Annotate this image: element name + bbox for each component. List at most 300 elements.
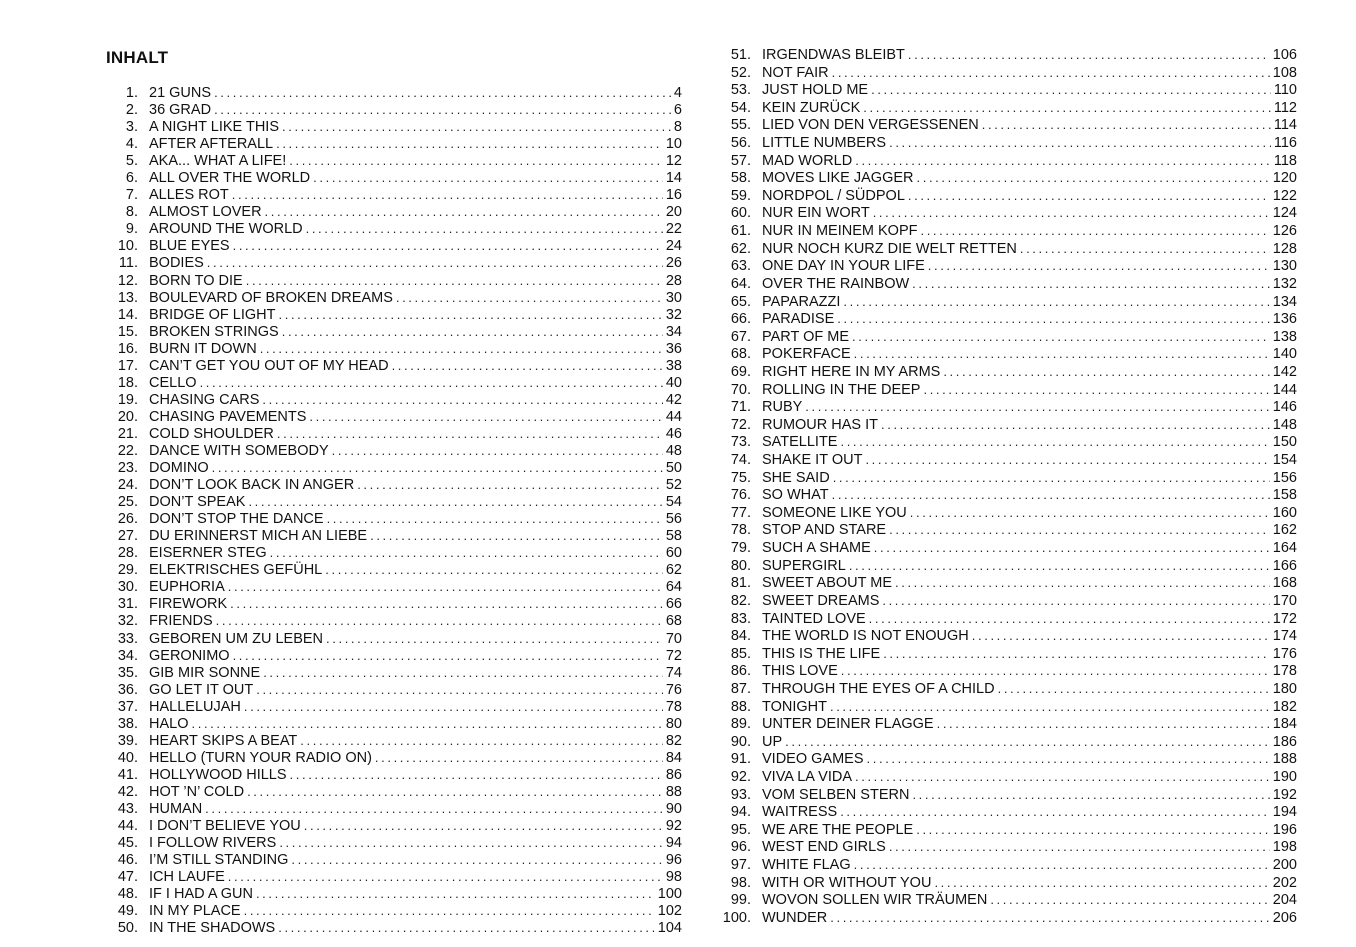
entry-number: 26.: [117, 511, 138, 528]
dot-leader: [874, 539, 1270, 557]
entry-number: 82.: [730, 592, 751, 609]
dot-leader: [916, 821, 1270, 839]
toc-entry: [712, 803, 1297, 821]
dot-leader: [304, 817, 663, 834]
toc-entry: [712, 574, 1297, 592]
entry-page-number: 174: [1272, 628, 1297, 645]
entry-number: 49.: [117, 903, 138, 920]
entry-number: 27.: [117, 528, 138, 545]
entry-title: AKA... WHAT A LIFE!: [149, 153, 287, 170]
entry-number: 43.: [117, 800, 138, 817]
entry-number: 87.: [730, 680, 751, 697]
entry-title: WEST END GIRLS: [762, 839, 886, 856]
entry-page-number: 30: [665, 289, 682, 306]
toc-entry: [712, 433, 1297, 451]
entry-number: 79.: [730, 540, 751, 557]
toc-entry: [106, 374, 682, 391]
dot-leader: [1020, 240, 1270, 258]
entry-title: CHASING PAVEMENTS: [149, 408, 307, 425]
entry-number: 90.: [730, 733, 751, 750]
entry-number: 92.: [730, 768, 751, 785]
entry-number: 28.: [117, 545, 138, 562]
entry-page-number: 12: [665, 153, 682, 170]
toc-entry: [712, 363, 1297, 381]
entry-title: VIVA LA VIDA: [762, 768, 853, 785]
entry-page-number: 102: [657, 903, 682, 920]
toc-column-right: [712, 46, 1297, 926]
entry-number: 77.: [730, 504, 751, 521]
entry-number: 100.: [722, 909, 751, 926]
dot-leader: [943, 363, 1269, 381]
dot-leader: [998, 680, 1270, 698]
toc-entry: [712, 715, 1297, 733]
entry-page-number: 78: [665, 698, 682, 715]
entry-number: 10.: [117, 238, 138, 255]
dot-leader: [837, 310, 1270, 328]
entry-number: 88.: [730, 698, 751, 715]
toc-entry: [712, 116, 1297, 134]
entry-number: 80.: [730, 557, 751, 574]
dot-leader: [908, 187, 1270, 205]
entry-number: 57.: [730, 152, 751, 169]
entry-page-number: 38: [665, 357, 682, 374]
dot-leader: [854, 345, 1270, 363]
entry-number: 55.: [730, 117, 751, 134]
entry-title: HALLELUJAH: [149, 698, 241, 715]
entry-page-number: 206: [1272, 909, 1297, 926]
dot-leader: [289, 152, 663, 169]
toc-entry: [712, 81, 1297, 99]
dot-leader: [855, 768, 1270, 786]
toc-entry: [712, 821, 1297, 839]
entry-number: 32.: [117, 613, 138, 630]
entry-page-number: 84: [665, 749, 682, 766]
dot-leader: [855, 152, 1271, 170]
entry-page-number: 56: [665, 511, 682, 528]
entry-title: OVER THE RAINBOW: [762, 275, 910, 292]
entry-number: 38.: [117, 715, 138, 732]
toc-entry: [106, 101, 682, 118]
dot-leader: [290, 766, 663, 783]
entry-number: 19.: [117, 391, 138, 408]
toc-entry: [106, 800, 682, 817]
entry-number: 29.: [117, 562, 138, 579]
entry-number: 93.: [730, 786, 751, 803]
entry-page-number: 176: [1272, 645, 1297, 662]
entry-title: WAITRESS: [762, 804, 838, 821]
dot-leader: [375, 749, 663, 766]
dot-leader: [291, 851, 662, 868]
entry-number: 20.: [117, 408, 138, 425]
entry-page-number: 6: [673, 102, 682, 119]
entry-page-number: 98: [665, 869, 682, 886]
entry-page-number: 86: [665, 766, 682, 783]
entry-number: 95.: [730, 821, 751, 838]
entry-number: 37.: [117, 698, 138, 715]
toc-entry: [106, 408, 682, 425]
entry-title: GEBOREN UM ZU LEBEN: [149, 630, 324, 647]
entry-number: 35.: [117, 664, 138, 681]
dot-leader: [882, 592, 1269, 610]
toc-entry: [106, 169, 682, 186]
toc-entry: [106, 118, 682, 135]
toc-entry: [712, 627, 1297, 645]
toc-entry: [712, 257, 1297, 275]
entry-page-number: 92: [665, 818, 682, 835]
dot-leader: [200, 374, 663, 391]
entry-title: MAD WORLD: [762, 152, 853, 169]
entry-number: 96.: [730, 839, 751, 856]
entry-number: 4.: [125, 136, 138, 153]
entry-number: 25.: [117, 494, 138, 511]
entry-page-number: 90: [665, 800, 682, 817]
entry-title: HUMAN: [149, 800, 203, 817]
entry-title: WUNDER: [762, 909, 828, 926]
toc-entry: [106, 340, 682, 357]
entry-title: FIREWORK: [149, 596, 228, 613]
toc-entry: [712, 557, 1297, 575]
entry-number: 62.: [730, 240, 751, 257]
dot-leader: [256, 885, 655, 902]
entry-number: 3.: [125, 119, 138, 136]
entry-title: EISERNER STEG: [149, 545, 267, 562]
toc-entry: [712, 645, 1297, 663]
entry-number: 47.: [117, 869, 138, 886]
entry-title: I FOLLOW RIVERS: [149, 835, 277, 852]
toc-entry: [106, 766, 682, 783]
dot-leader: [282, 323, 663, 340]
entry-number: 5.: [125, 153, 138, 170]
entry-number: 11.: [118, 255, 138, 272]
entry-number: 17.: [117, 357, 138, 374]
dot-leader: [928, 257, 1270, 275]
entry-page-number: 96: [665, 852, 682, 869]
toc-entry: [712, 539, 1297, 557]
toc-entry: [106, 885, 682, 902]
entry-page-number: 190: [1272, 768, 1297, 785]
entry-number: 36.: [117, 681, 138, 698]
dot-leader: [279, 306, 663, 323]
entry-title: SWEET ABOUT ME: [762, 575, 892, 592]
entry-title: SATELLITE: [762, 434, 838, 451]
dot-leader: [262, 391, 662, 408]
dot-leader: [246, 272, 663, 289]
entry-page-number: 20: [665, 204, 682, 221]
dot-leader: [863, 99, 1271, 117]
toc-entry: [106, 152, 682, 169]
entry-number: 9.: [125, 221, 138, 238]
dot-leader: [244, 698, 663, 715]
toc-entry: [106, 254, 682, 271]
toc-entry: [106, 902, 682, 919]
entry-number: 21.: [117, 425, 138, 442]
dot-leader: [278, 919, 655, 936]
entry-page-number: 178: [1272, 663, 1297, 680]
dot-leader: [260, 340, 663, 357]
entry-number: 39.: [117, 732, 138, 749]
entry-title: DON’T STOP THE DANCE: [149, 511, 324, 528]
toc-entry: [106, 578, 682, 595]
entry-number: 78.: [730, 522, 751, 539]
entry-number: 41.: [117, 766, 138, 783]
dot-leader: [396, 289, 663, 306]
entry-page-number: 16: [665, 187, 682, 204]
entry-title: KEIN ZURÜCK: [762, 99, 861, 116]
dot-leader: [990, 891, 1269, 909]
toc-entry: [712, 486, 1297, 504]
entry-page-number: 62: [665, 562, 682, 579]
entry-number: 73.: [730, 434, 751, 451]
toc-entry: [712, 275, 1297, 293]
entry-number: 33.: [117, 630, 138, 647]
dot-leader: [270, 544, 663, 561]
entry-title: AFTER AFTERALL: [149, 136, 274, 153]
entry-title: SUPERGIRL: [762, 557, 846, 574]
entry-number: 31.: [117, 596, 138, 613]
dot-leader: [277, 425, 663, 442]
entry-page-number: 180: [1272, 680, 1297, 697]
entry-title: SHAKE IT OUT: [762, 452, 863, 469]
entry-title: THE WORLD IS NOT ENOUGH: [762, 628, 969, 645]
entry-number: 97.: [730, 857, 751, 874]
toc-entry: [712, 204, 1297, 222]
toc-entry: [712, 891, 1297, 909]
entry-page-number: 138: [1272, 328, 1297, 345]
entry-page-number: 154: [1272, 452, 1297, 469]
entry-number: 67.: [730, 328, 751, 345]
toc-entry: [712, 240, 1297, 258]
entry-title: VIDEO GAMES: [762, 751, 864, 768]
entry-page-number: 134: [1272, 293, 1297, 310]
entry-page-number: 130: [1272, 258, 1297, 275]
toc-entry: [106, 595, 682, 612]
toc-entry: [712, 469, 1297, 487]
dot-leader: [883, 645, 1270, 663]
entry-title: SUCH A SHAME: [762, 540, 871, 557]
entry-page-number: 110: [1273, 82, 1297, 99]
entry-title: BROKEN STRINGS: [149, 323, 279, 340]
entry-title: ALL OVER THE WORLD: [149, 170, 311, 187]
dot-leader: [279, 834, 663, 851]
entry-page-number: 50: [665, 460, 682, 477]
entry-number: 56.: [730, 135, 751, 152]
entry-number: 13.: [117, 289, 138, 306]
entry-page-number: 104: [657, 920, 682, 937]
entry-title: POKERFACE: [762, 346, 851, 363]
entry-page-number: 22: [665, 221, 682, 238]
entry-page-number: 160: [1272, 504, 1297, 521]
entry-title: WOVON SOLLEN WIR TRÄUMEN: [762, 892, 988, 909]
toc-entry: [106, 681, 682, 698]
dot-leader: [889, 521, 1270, 539]
dot-leader: [276, 135, 663, 152]
entry-title: IF I HAD A GUN: [149, 886, 253, 903]
dot-leader: [889, 838, 1270, 856]
entry-page-number: 106: [1272, 47, 1297, 63]
entry-page-number: 118: [1273, 152, 1297, 169]
dot-leader: [326, 630, 663, 647]
entry-number: 22.: [117, 442, 138, 459]
toc-entry: [712, 398, 1297, 416]
entry-page-number: 122: [1272, 187, 1297, 204]
entry-page-number: 162: [1272, 522, 1297, 539]
entry-number: 1.: [125, 85, 138, 101]
entry-page-number: 146: [1272, 399, 1297, 416]
toc-entry: [712, 152, 1297, 170]
entry-number: 65.: [730, 293, 751, 310]
entry-title: NORDPOL / SÜDPOL: [762, 187, 905, 204]
entry-title: DANCE WITH SOMEBODY: [149, 442, 329, 459]
toc-entry: [712, 310, 1297, 328]
entry-title: BORN TO DIE: [149, 272, 243, 289]
entry-title: BLUE EYES: [149, 238, 230, 255]
entry-title: UNTER DEINER FLAGGE: [762, 716, 934, 733]
toc-entry: [712, 521, 1297, 539]
toc-entry: [106, 493, 682, 510]
entry-page-number: 26: [665, 255, 682, 272]
toc-entry: [106, 306, 682, 323]
entry-page-number: 150: [1272, 434, 1297, 451]
toc-entry: [712, 838, 1297, 856]
dot-leader: [917, 169, 1270, 187]
entry-title: RIGHT HERE IN MY ARMS: [762, 363, 941, 380]
entry-title: WE ARE THE PEOPLE: [762, 821, 914, 838]
entry-page-number: 94: [665, 835, 682, 852]
entry-title: CAN’T GET YOU OUT OF MY HEAD: [149, 357, 389, 374]
entry-page-number: 32: [665, 306, 682, 323]
entry-page-number: 200: [1272, 857, 1297, 874]
entry-page-number: 58: [665, 528, 682, 545]
entry-page-number: 28: [665, 272, 682, 289]
entry-number: 50.: [117, 920, 138, 937]
toc-entry: [712, 187, 1297, 205]
dot-leader: [865, 451, 1269, 469]
dot-leader: [228, 868, 663, 885]
dot-leader: [370, 527, 663, 544]
toc-entry: [712, 416, 1297, 434]
entry-number: 81.: [730, 575, 751, 592]
entry-title: FRIENDS: [149, 613, 213, 630]
dot-leader: [937, 715, 1270, 733]
entry-page-number: 54: [665, 494, 682, 511]
toc-entry: [106, 203, 682, 220]
dot-leader: [867, 750, 1270, 768]
toc-entry: [712, 786, 1297, 804]
toc-entry: [106, 664, 682, 681]
entry-title: TONIGHT: [762, 698, 827, 715]
entry-number: 8.: [125, 204, 138, 221]
entry-number: 7.: [125, 187, 138, 204]
dot-leader: [233, 237, 663, 254]
entry-page-number: 196: [1272, 821, 1297, 838]
entry-title: GERONIMO: [149, 647, 230, 664]
dot-leader: [256, 681, 663, 698]
toc-entry: [106, 220, 682, 237]
entry-title: HEART SKIPS A BEAT: [149, 732, 298, 749]
entry-number: 71.: [730, 399, 751, 416]
entry-page-number: 88: [665, 783, 682, 800]
toc-entry: [712, 169, 1297, 187]
dot-leader: [325, 561, 663, 578]
toc-entry: [106, 817, 682, 834]
dot-leader: [889, 134, 1271, 152]
entry-page-number: 72: [665, 647, 682, 664]
entry-title: CHASING CARS: [149, 391, 260, 408]
entry-title: PART OF ME: [762, 328, 850, 345]
entry-number: 2.: [125, 102, 138, 119]
entry-number: 61.: [730, 223, 751, 240]
entry-page-number: 120: [1272, 170, 1297, 187]
dot-leader: [832, 486, 1270, 504]
entry-page-number: 172: [1272, 610, 1297, 627]
entry-title: COLD SHOULDER: [149, 425, 274, 442]
entry-page-number: 132: [1272, 275, 1297, 292]
entry-number: 58.: [730, 170, 751, 187]
entry-title: PAPARAZZI: [762, 293, 841, 310]
entry-title: PARADISE: [762, 311, 835, 328]
entry-page-number: 114: [1273, 117, 1297, 134]
toc-entry: [106, 510, 682, 527]
dot-leader: [923, 381, 1269, 399]
entry-title: SWEET DREAMS: [762, 592, 880, 609]
entry-title: STOP AND STARE: [762, 522, 887, 539]
dot-leader: [192, 715, 663, 732]
entry-title: BOULEVARD OF BROKEN DREAMS: [149, 289, 393, 306]
entry-title: LITTLE NUMBERS: [762, 135, 887, 152]
dot-leader: [881, 416, 1270, 434]
dot-leader: [205, 800, 663, 817]
entry-title: I’M STILL STANDING: [149, 852, 289, 869]
entry-number: 44.: [117, 818, 138, 835]
dot-leader: [843, 293, 1269, 311]
dot-leader: [982, 116, 1271, 134]
entry-page-number: 34: [665, 323, 682, 340]
entry-page-number: 126: [1272, 223, 1297, 240]
toc-entry: [106, 186, 682, 203]
entry-title: RUMOUR HAS IT: [762, 416, 878, 433]
toc-entry: [712, 909, 1297, 927]
toc-entry: [106, 783, 682, 800]
dot-leader: [232, 186, 663, 203]
dot-leader: [216, 612, 663, 629]
entry-page-number: 182: [1272, 698, 1297, 715]
entry-page-number: 60: [665, 545, 682, 562]
entry-page-number: 158: [1272, 487, 1297, 504]
entry-page-number: 40: [665, 374, 682, 391]
entry-number: 52.: [730, 64, 751, 81]
toc-entry: [712, 293, 1297, 311]
entry-page-number: 124: [1272, 205, 1297, 222]
dot-leader: [912, 275, 1270, 293]
dot-leader: [248, 493, 662, 510]
toc-entry: [106, 561, 682, 578]
toc-entry: [106, 476, 682, 493]
entry-page-number: 108: [1272, 64, 1297, 81]
entry-title: ALMOST LOVER: [149, 204, 262, 221]
toc-entry: [712, 856, 1297, 874]
entry-number: 84.: [730, 628, 751, 645]
entry-number: 68.: [730, 346, 751, 363]
entry-page-number: 168: [1272, 575, 1297, 592]
dot-leader: [805, 398, 1270, 416]
entry-number: 14.: [117, 306, 138, 323]
toc-entry: [106, 612, 682, 629]
entry-page-number: 116: [1273, 135, 1297, 152]
toc-entry: [712, 46, 1297, 64]
toc-entry: [712, 733, 1297, 751]
entry-title: HALO: [149, 715, 189, 732]
toc-entry: [106, 919, 682, 936]
